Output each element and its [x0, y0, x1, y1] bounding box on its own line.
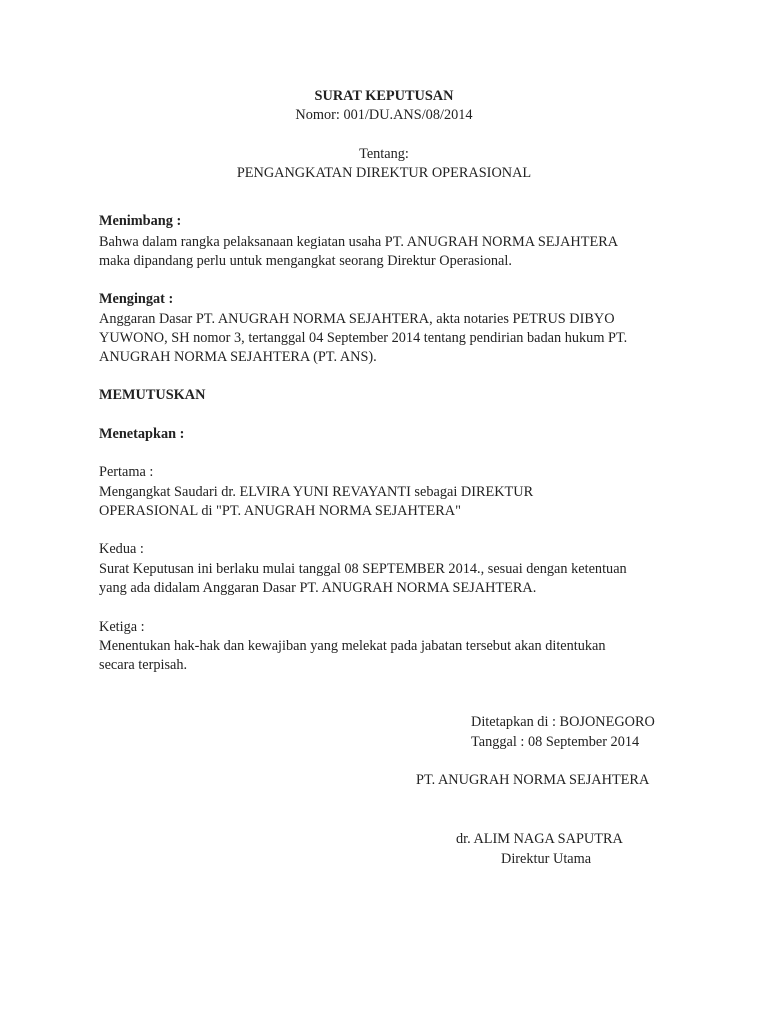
kedua-label: Kedua : — [99, 541, 144, 557]
signature-date: Tanggal : 08 September 2014 — [471, 734, 640, 750]
mengingat-line: Anggaran Dasar PT. ANUGRAH NORMA SEJAHTERA, akta notaries PETRUS DIBYO — [99, 311, 615, 327]
document-number: Nomor: 001/DU.ANS/08/2014 — [295, 107, 473, 123]
ketiga-line: Menentukan hak-hak dan kewajiban yang melekat pada jabatan tersebut akan ditentukan — [99, 638, 606, 654]
mengingat-line: ANUGRAH NORMA SEJAHTERA (PT. ANS). — [99, 349, 377, 365]
kedua-line: yang ada didalam Anggaran Dasar PT. ANUGRAH NORMA SEJAHTERA. — [99, 580, 537, 596]
ketiga-line: secara terpisah. — [99, 657, 188, 673]
signer-title: Direktur Utama — [501, 851, 592, 867]
signature-place: Ditetapkan di : BOJONEGORO — [471, 714, 655, 730]
pertama-line: OPERASIONAL di "PT. ANUGRAH NORMA SEJAHTERA" — [99, 503, 461, 519]
mengingat-line: YUWONO, SH nomor 3, tertanggal 04 September 2014 tentang pendirian badan hukum PT. — [99, 330, 628, 346]
document-title: SURAT KEPUTUSAN — [314, 88, 454, 104]
signature-company: PT. ANUGRAH NORMA SEJAHTERA — [416, 772, 650, 788]
pertama-line: Mengangkat Saudari dr. ELVIRA YUNI REVAYANTI sebagai DIREKTUR — [99, 484, 534, 500]
mengingat-heading: Mengingat : — [99, 291, 174, 307]
menimbang-heading: Menimbang : — [99, 213, 182, 229]
pertama-label: Pertama : — [99, 464, 154, 480]
menetapkan-heading: Menetapkan : — [99, 426, 185, 442]
ketiga-label: Ketiga : — [99, 619, 145, 635]
about-subject: PENGANGKATAN DIREKTUR OPERASIONAL — [236, 165, 532, 181]
menimbang-line: Bahwa dalam rangka pelaksanaan kegiatan usaha PT. ANUGRAH NORMA SEJAHTERA — [99, 234, 619, 250]
kedua-line: Surat Keputusan ini berlaku mulai tanggal 08 SEPTEMBER 2014., sesuai dengan ketentuan — [99, 561, 627, 577]
memutuskan-heading: MEMUTUSKAN — [99, 387, 206, 403]
signer-name: dr. ALIM NAGA SAPUTRA — [456, 831, 623, 847]
about-label: Tentang: — [359, 146, 409, 162]
menimbang-line: maka dipandang perlu untuk mengangkat seorang Direktur Operasional. — [99, 253, 512, 269]
